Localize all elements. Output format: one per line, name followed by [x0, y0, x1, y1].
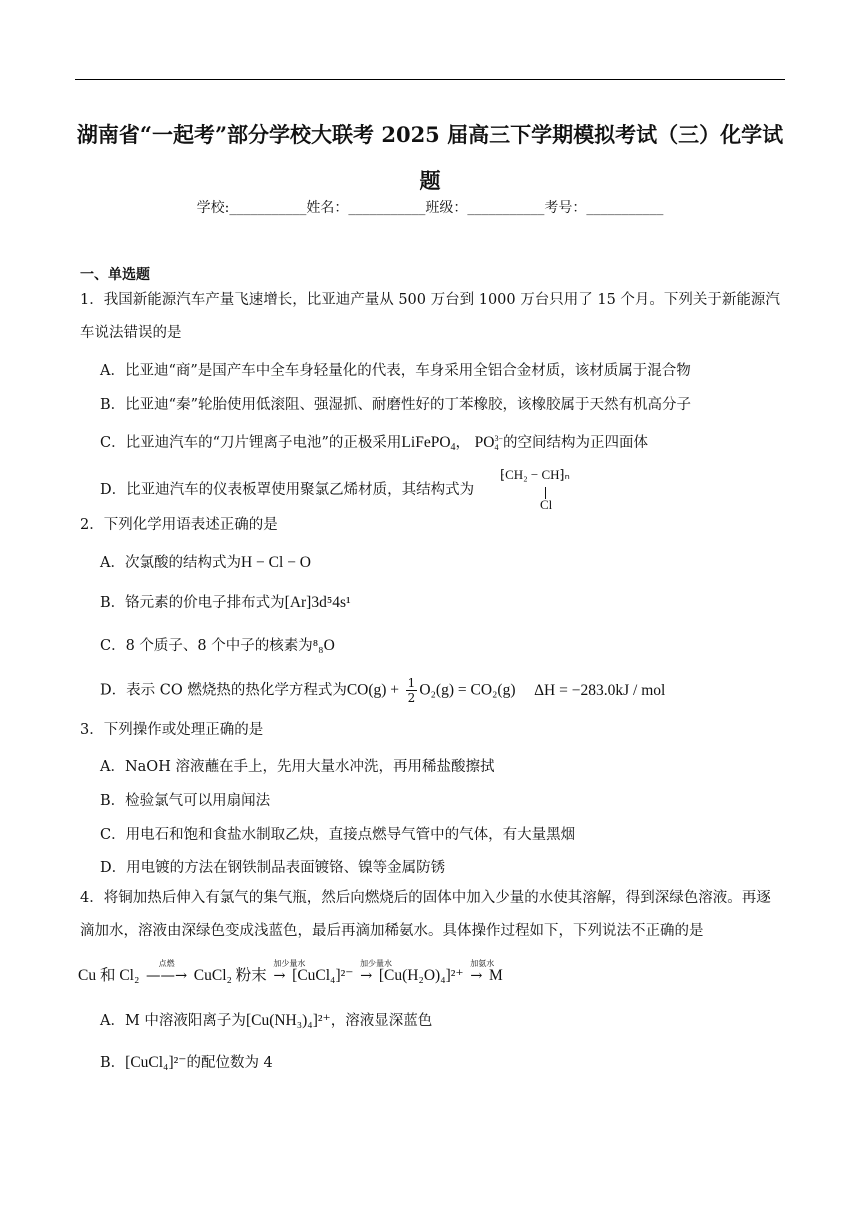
scheme-step-4: [Cu(H₂O)₄]²⁺	[378, 967, 464, 984]
question-2-option-b: B．铬元素的价电子排布式为[Ar]3d⁵4s¹	[100, 594, 351, 611]
q1-c-text: C．比亚迪汽车的“刀片锂离子电池”的正极采用	[100, 435, 402, 451]
question-3-option-b: B．检验氯气可以用扇闻法	[100, 793, 271, 809]
question-4-option-a: A．M 中溶液阳离子为[Cu(NH₃)₄]²⁺，溶液显深蓝色	[100, 1012, 433, 1029]
pvc-cl: Cl	[540, 497, 553, 512]
q2-b-formula: [Ar]3d⁵4s¹	[284, 594, 351, 611]
question-2-stem: 2．下列化学用语表述正确的是	[80, 517, 278, 533]
q4-b-formula: [CuCl₄]²⁻	[125, 1054, 187, 1071]
question-3-option-d: D．用电镀的方法在钢铁制品表面镀铬、镍等金属防锈	[100, 860, 446, 876]
q2-a-formula: H − Cl − O	[240, 554, 311, 571]
q2-c-formula: ⁸₈O	[312, 637, 335, 654]
q1-c-formula-po4: PO 3− 4	[474, 434, 503, 453]
q2-d-fraction: $\frac{1}{2}$	[407, 676, 416, 705]
question-3-option-c: C．用电石和饱和食盐水制取乙炔，直接点燃导气管中的气体，有大量黑烟	[100, 827, 576, 843]
question-4-option-b: B．[CuCl₄]²⁻的配位数为 4	[100, 1054, 273, 1071]
header-rule	[75, 79, 785, 80]
student-info-line: 学校:___________姓名：___________班级：___________考号：___________	[196, 200, 664, 216]
question-1-option-a: A．比亚迪“商”是国产车中全车身轻量化的代表，车身采用全铝合金材质，该材质属于混合物	[100, 363, 691, 379]
scheme-step-3: [CuCl₄]²⁻	[292, 967, 354, 984]
q1-c-formula-lifepo4: LiFePO$_4$	[401, 434, 456, 453]
pvc-structure	[500, 467, 590, 515]
question-1-option-b: B．比亚迪“秦”轮胎使用低滚阻、强湿抓、耐磨性好的丁苯橡胶，该橡胶属于天然有机高分子	[100, 397, 691, 413]
question-4-reaction-scheme	[78, 959, 503, 985]
question-1-option-d: D．比亚迪汽车的仪表板罩使用聚氯乙烯材质，其结构式为	[100, 482, 475, 498]
page-title-line2: 题	[419, 168, 441, 193]
question-2-option-d: D．表示 CO 燃烧热的热化学方程式为CO(g) + $\frac{1}{2}$ O₂(g) = CO₂(g) ΔH = −283.0kJ / mol	[100, 676, 666, 705]
section-heading: 一、单选题	[80, 267, 150, 283]
question-2-option-c: C．8 个质子、8 个中子的核素为⁸₈O	[100, 637, 335, 654]
question-4-stem: 4．将铜加热后伸入有氯气的集气瓶，然后向燃烧后的固体中加入少量的水使其溶解，得到深绿色溶液。再逐滴加水，溶液由深绿色变成浅蓝色，最后再滴加稀氨水。具体操作过程如下，下列说法不正确的是	[80, 890, 771, 939]
question-3-stem: 3．下列操作或处理正确的是	[80, 722, 264, 738]
page-title-line1: 湖南省“一起考”部分学校大联考 2025 届高三下学期模拟考试（三）化学试	[76, 122, 784, 147]
q2-d-eq-part1: CO(g) +	[346, 681, 400, 699]
q1-c-text-end: 的空间结构为正四面体	[502, 435, 648, 451]
scheme-arrow-3: 加少量水 →	[360, 959, 393, 984]
scheme-product-m: M	[488, 967, 503, 984]
pvc-chain: ⁅CH₂ − CH⁆ₙ	[500, 467, 570, 482]
q2-d-enthalpy: ΔH = −283.0kJ / mol	[534, 681, 666, 699]
scheme-arrow-2: 加少量水 →	[273, 959, 306, 984]
question-1-option-c	[100, 431, 648, 453]
question-1-stem: 1．我国新能源汽车产量飞速增长，比亚迪产量从 500 万台到 1000 万台只用了 15 个月。下列关于新能源汽车说法错误的是	[80, 292, 780, 341]
scheme-arrow-1: 点燃 ——→	[146, 959, 188, 984]
scheme-arrow-4: 加氨水 →	[470, 959, 495, 984]
q4-a-formula: [Cu(NH₃)₄]²⁺	[245, 1012, 331, 1029]
q1-c-sep: ，	[455, 435, 471, 451]
q2-d-eq-part2: O₂(g) = CO₂(g)	[419, 681, 516, 699]
question-3-option-a: A．NaOH 溶液蘸在手上，先用大量水冲洗，再用稀盐酸擦拭	[100, 759, 495, 775]
scheme-reactants: Cu 和 Cl₂	[78, 967, 140, 984]
question-2-option-a: A．次氯酸的结构式为H − Cl − O	[100, 554, 311, 571]
scheme-step-2: CuCl₂ 粉末	[193, 967, 267, 984]
